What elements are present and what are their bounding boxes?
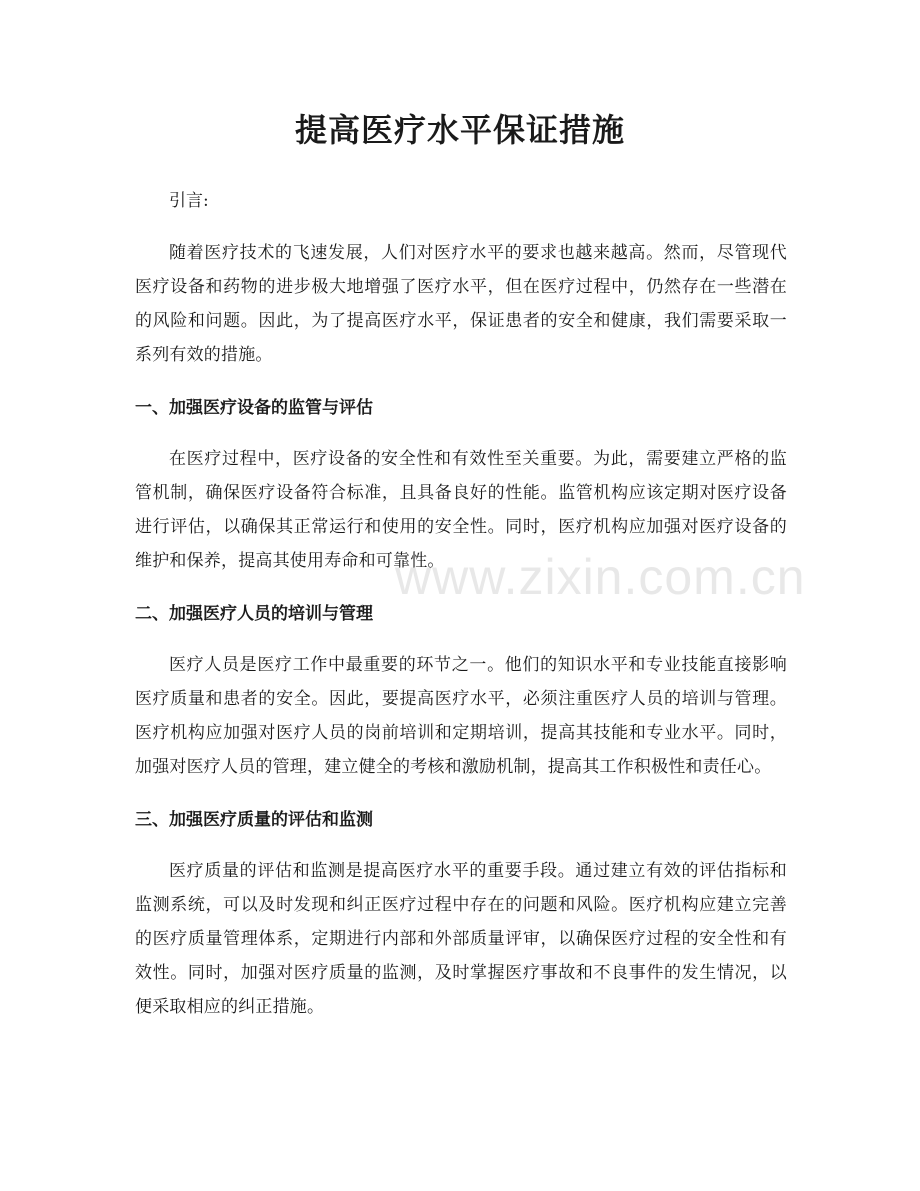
section-paragraph-3: 医疗质量的评估和监测是提高医疗水平的重要手段。通过建立有效的评估指标和监测系统，可以及时发现和纠正医疗过程中存在的问题和风险。医疗机构应建立完善的医疗质量管理体系，定期进行内部和外部质量评审，以确保医疗过程的安全性和有效性。同时，加强对医疗质量的监测，及时掌握医疗事故和不良事件的发生情况，以便采取相应的纠正措施。 bbox=[135, 861, 787, 1017]
intro-paragraph: 随着医疗技术的飞速发展，人们对医疗水平的要求也越来越高。然而，尽管现代医疗设备和药物的进步极大地增强了医疗水平，但在医疗过程中，仍然存在一些潜在的风险和问题。因此，为了提高医疗水平，保证患者的安全和健康，我们需要采取一系列有效的措施。 bbox=[135, 243, 787, 365]
section-paragraph-1: 在医疗过程中，医疗设备的安全性和有效性至关重要。为此，需要建立严格的监管机制，确保医疗设备符合标准，且具备良好的性能。监管机构应该定期对医疗设备进行评估，以确保其正常运行和使用的安全性。同时，医疗机构应加强对医疗设备的维护和保养，提高其使用寿命和可靠性。 bbox=[135, 449, 787, 571]
section-paragraph-2: 医疗人员是医疗工作中最重要的环节之一。他们的知识水平和专业技能直接影响医疗质量和患者的安全。因此，要提高医疗水平，必须注重医疗人员的培训与管理。医疗机构应加强对医疗人员的岗前培训和定期培训，提高其技能和专业水平。同时，加强对医疗人员的管理，建立健全的考核和激励机制，提高其工作积极性和责任心。 bbox=[135, 655, 787, 777]
page-title: 提高医疗水平保证措施 bbox=[294, 111, 625, 149]
section-heading-3: 三、加强医疗质量的评估和监测 bbox=[135, 810, 373, 830]
intro-label: 引言: bbox=[169, 191, 209, 211]
watermark: www.zixin.com.cn bbox=[395, 549, 806, 605]
section-heading-1: 一、加强医疗设备的监管与评估 bbox=[135, 398, 373, 418]
section-heading-2: 二、加强医疗人员的培训与管理 bbox=[135, 604, 373, 624]
document-body bbox=[135, 184, 787, 1043]
